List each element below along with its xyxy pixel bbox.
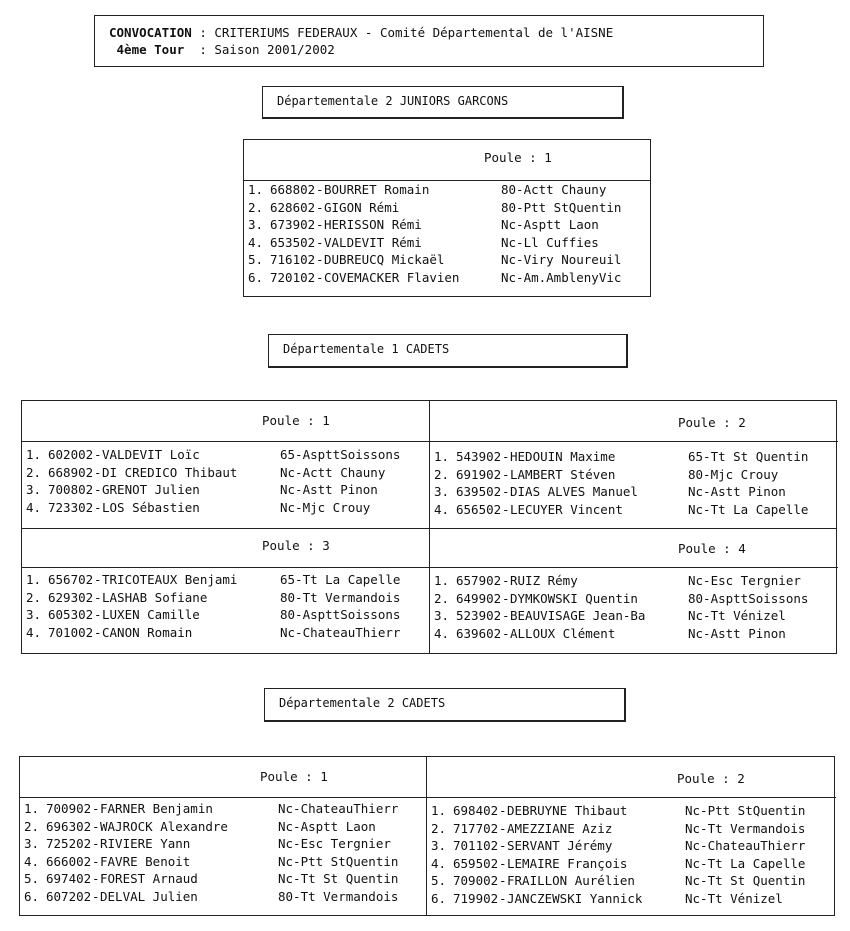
player-club: Nc-Esc Tergnier — [688, 573, 801, 588]
poule-label: Poule : 2 — [677, 771, 745, 786]
player-row — [430, 467, 838, 485]
player-rank: 1. — [248, 182, 264, 197]
poule-header — [20, 757, 426, 798]
player-name: VALDEVIT Loïc — [102, 447, 200, 462]
poule-label: Poule : 4 — [678, 541, 746, 556]
poule-label: Poule : 2 — [678, 415, 746, 430]
player-name: COVEMACKER Flavien — [324, 269, 460, 285]
player-name: FRAILLON Aurélien — [507, 873, 635, 889]
player-club: Nc-Esc Tergnier — [278, 836, 391, 852]
poule-header — [22, 401, 429, 442]
player-license: 700902 — [46, 801, 92, 816]
poule-label: Poule : 3 — [262, 538, 330, 553]
player-rank: 6. — [24, 888, 40, 904]
player-rank: 4. — [248, 234, 264, 250]
poule-rows — [427, 803, 836, 909]
player-name: RUIZ Rémy — [510, 573, 578, 588]
player-license: 653502 — [270, 234, 316, 250]
player-license: 709002 — [453, 873, 499, 889]
player-license: 523902 — [456, 608, 502, 624]
player-club: Nc-Ptt StQuentin — [278, 853, 399, 869]
convocation-header — [94, 15, 764, 67]
player-club: Nc-Astt Pinon — [688, 625, 786, 641]
poule-cell-1 — [20, 757, 426, 917]
tour-label: 4ème Tour — [109, 42, 192, 57]
player-name: LOS Sébastien — [102, 499, 200, 515]
player-license: 673902 — [270, 217, 316, 233]
player-row — [22, 607, 429, 625]
player-rank: 2. — [248, 199, 264, 215]
player-rank: 1. — [26, 447, 42, 462]
player-license: 700802 — [48, 482, 94, 498]
player-name: WAJROCK Alexandre — [100, 818, 228, 834]
player-license: 698402 — [453, 803, 499, 818]
license-separator: - — [316, 217, 324, 233]
player-name: DUBREUCQ Mickaël — [324, 252, 445, 268]
player-row — [20, 801, 426, 819]
poule-rows — [20, 801, 426, 907]
player-name: VALDEVIT Rémi — [324, 234, 422, 250]
license-separator: - — [94, 464, 102, 480]
player-rank: 3. — [431, 838, 447, 854]
player-name: FAVRE Benoit — [100, 853, 191, 869]
player-rank: 3. — [26, 482, 42, 498]
player-rank: 4. — [26, 624, 42, 640]
player-license: 602002 — [48, 447, 94, 462]
player-license: 696302 — [46, 818, 92, 834]
player-club: 65-Tt La Capelle — [280, 572, 401, 587]
player-rank: 6. — [248, 269, 264, 285]
player-rank: 1. — [434, 449, 450, 464]
license-separator: - — [502, 573, 510, 588]
player-club: Nc-Asptt Laon — [278, 818, 376, 834]
player-license: 668902 — [48, 464, 94, 480]
license-separator: - — [94, 607, 102, 623]
player-rank: 1. — [434, 573, 450, 588]
player-rank: 6. — [431, 890, 447, 906]
license-separator: - — [316, 199, 324, 215]
player-name: CANON Romain — [102, 624, 193, 640]
player-rank: 2. — [434, 590, 450, 606]
player-rank: 5. — [24, 871, 40, 887]
license-separator: - — [499, 838, 507, 854]
player-club: Nc-Tt La Capelle — [685, 855, 806, 871]
player-rank: 4. — [431, 855, 447, 871]
player-name: SERVANT Jérémy — [507, 838, 613, 854]
player-row — [22, 447, 429, 465]
player-rank: 3. — [26, 607, 42, 623]
player-club: Nc-Am.AmblenyVic — [501, 269, 622, 285]
player-club: Nc-Tt Vénizel — [685, 890, 783, 906]
player-row — [244, 182, 650, 200]
player-rank: 4. — [434, 501, 450, 517]
poule-cell-2 — [430, 401, 838, 528]
license-separator: - — [92, 871, 100, 887]
player-license: 628602 — [270, 199, 316, 215]
player-rank: 4. — [26, 499, 42, 515]
player-license: 717702 — [453, 820, 499, 836]
season-text: : Saison 2001/2002 — [191, 42, 335, 57]
player-license: 716102 — [270, 252, 316, 268]
player-license: 697402 — [46, 871, 92, 887]
player-license: 656702 — [48, 572, 94, 587]
player-club: Nc-Tt St Quentin — [685, 873, 806, 889]
player-row — [22, 500, 429, 518]
section-title-d2-cadets: Départementale 2 CADETS — [264, 688, 626, 722]
player-club: Nc-ChateauThierr — [278, 801, 399, 816]
poule-header — [244, 140, 650, 181]
player-name: FOREST Arnaud — [100, 871, 198, 887]
player-club: 65-AspttSoissons — [280, 447, 401, 462]
player-row — [22, 482, 429, 500]
poule-label: Poule : 1 — [260, 769, 328, 784]
poule-header — [427, 757, 836, 798]
player-club: Nc-Tt Vénizel — [688, 608, 786, 624]
license-separator: - — [94, 572, 102, 587]
poule-table-d2-cadets — [19, 756, 835, 916]
player-name: DIAS ALVES Manuel — [510, 484, 638, 500]
player-name: BEAUVISAGE Jean-Ba — [510, 608, 646, 624]
player-club: 65-Tt St Quentin — [688, 449, 809, 464]
player-club: Nc-Mjc Crouy — [280, 499, 371, 515]
poule-cell-1 — [22, 401, 429, 528]
player-row — [427, 838, 836, 856]
player-club: Nc-Ll Cuffies — [501, 234, 599, 250]
player-row — [427, 856, 836, 874]
player-rank: 1. — [26, 572, 42, 587]
poule-rows — [22, 447, 429, 517]
player-license: 723302 — [48, 499, 94, 515]
player-license: 639502 — [456, 484, 502, 500]
license-separator: - — [502, 449, 510, 464]
license-separator: - — [94, 482, 102, 498]
player-row — [20, 819, 426, 837]
player-club: 80-AspttSoissons — [688, 590, 809, 606]
player-row — [430, 449, 838, 467]
player-rank: 2. — [26, 589, 42, 605]
player-rank: 2. — [26, 464, 42, 480]
player-row — [427, 821, 836, 839]
player-rank: 3. — [434, 484, 450, 500]
player-name: HERISSON Rémi — [324, 217, 422, 233]
player-club: Nc-Tt St Quentin — [278, 871, 399, 887]
player-row — [430, 608, 838, 626]
player-name: DI CREDICO Thibaut — [102, 464, 238, 480]
player-row — [20, 889, 426, 907]
player-name: FARNER Benjamin — [100, 801, 213, 816]
player-license: 605302 — [48, 607, 94, 623]
player-license: 657902 — [456, 573, 502, 588]
poule-table-d1-cadets — [21, 400, 837, 654]
poule-rows — [22, 572, 429, 642]
license-separator: - — [94, 589, 102, 605]
license-separator: - — [94, 447, 102, 462]
player-rank: 4. — [434, 625, 450, 641]
player-name: LASHAB Sofiane — [102, 589, 208, 605]
player-rank: 3. — [24, 836, 40, 852]
player-name: LAMBERT Stéven — [510, 466, 616, 482]
player-rank: 2. — [431, 820, 447, 836]
player-row — [20, 854, 426, 872]
license-separator: - — [94, 624, 102, 640]
player-rank: 2. — [24, 818, 40, 834]
player-name: DYMKOWSKI Quentin — [510, 590, 638, 606]
player-club: 80-Tt Vermandois — [280, 589, 401, 605]
license-separator: - — [316, 182, 324, 197]
license-separator: - — [499, 890, 507, 906]
poule-rows — [430, 449, 838, 519]
license-separator: - — [92, 818, 100, 834]
player-license: 543902 — [456, 449, 502, 464]
player-row — [430, 573, 838, 591]
player-license: 725202 — [46, 836, 92, 852]
license-separator: - — [502, 608, 510, 624]
player-name: GIGON Rémi — [324, 199, 400, 215]
player-club: 80-Actt Chauny — [501, 182, 607, 197]
player-row — [430, 626, 838, 644]
poule-header — [430, 401, 838, 442]
player-club: Nc-Asptt Laon — [501, 217, 599, 233]
header-line-2 — [109, 41, 763, 58]
player-row — [244, 217, 650, 235]
poule-header — [430, 529, 838, 568]
player-row — [20, 871, 426, 889]
player-club: Nc-ChateauThierr — [685, 838, 806, 854]
license-separator: - — [502, 466, 510, 482]
player-rank: 5. — [248, 252, 264, 268]
player-name: AMEZZIANE Aziz — [507, 820, 613, 836]
player-club: Nc-Astt Pinon — [688, 484, 786, 500]
player-row — [430, 591, 838, 609]
player-rank: 1. — [431, 803, 447, 818]
poule-header — [22, 529, 429, 568]
player-row — [427, 891, 836, 909]
license-separator: - — [499, 803, 507, 818]
player-name: RIVIERE Yann — [100, 836, 191, 852]
player-license: 720102 — [270, 269, 316, 285]
player-name: LEMAIRE François — [507, 855, 628, 871]
player-license: 719902 — [453, 890, 499, 906]
player-license: 656502 — [456, 501, 502, 517]
player-license: 691902 — [456, 466, 502, 482]
license-separator: - — [502, 590, 510, 606]
player-club: Nc-Actt Chauny — [280, 464, 386, 480]
player-row — [244, 235, 650, 253]
player-rank: 3. — [434, 608, 450, 624]
player-row — [22, 625, 429, 643]
license-separator: - — [316, 252, 324, 268]
section-title-d2-juniors: Départementale 2 JUNIORS GARCONS — [262, 86, 624, 119]
player-rank: 5. — [431, 873, 447, 889]
player-license: 629302 — [48, 589, 94, 605]
player-license: 639602 — [456, 625, 502, 641]
poule-label: Poule : 1 — [484, 150, 552, 165]
player-row — [427, 803, 836, 821]
license-separator: - — [499, 873, 507, 889]
player-row — [430, 484, 838, 502]
player-name: DELVAL Julien — [100, 888, 198, 904]
player-rank: 3. — [248, 217, 264, 233]
player-row — [244, 270, 650, 288]
license-separator: - — [92, 888, 100, 904]
license-separator: - — [316, 234, 324, 250]
section-title-d1-cadets: Départementale 1 CADETS — [268, 334, 628, 368]
poule-rows — [430, 573, 838, 643]
player-name: LECUYER Vincent — [510, 501, 623, 517]
player-club: Nc-Tt La Capelle — [688, 501, 809, 517]
player-name: HEDOUIN Maxime — [510, 449, 616, 464]
poule-cell-4 — [430, 529, 838, 655]
player-row — [244, 252, 650, 270]
poule-table-d2-juniors — [243, 139, 651, 297]
player-club: Nc-Tt Vermandois — [685, 820, 806, 836]
player-license: 666002 — [46, 853, 92, 869]
player-name: TRICOTEAUX Benjami — [102, 572, 238, 587]
license-separator: - — [499, 855, 507, 871]
player-license: 701002 — [48, 624, 94, 640]
poule-rows — [244, 182, 650, 288]
poule-cell-3 — [22, 529, 429, 655]
license-separator: - — [92, 801, 100, 816]
player-club: 80-AspttSoissons — [280, 607, 401, 623]
player-license: 607202 — [46, 888, 92, 904]
player-row — [430, 502, 838, 520]
player-name: BOURRET Romain — [324, 182, 430, 197]
player-name: JANCZEWSKI Yannick — [507, 890, 643, 906]
player-rank: 4. — [24, 853, 40, 869]
license-separator: - — [502, 501, 510, 517]
convocation-label: CONVOCATION — [109, 25, 192, 40]
player-name: GRENOT Julien — [102, 482, 200, 498]
convocation-text: : CRITERIUMS FEDERAUX - Comité Départemental de l'AISNE — [191, 25, 614, 40]
player-row — [22, 465, 429, 483]
player-rank: 2. — [434, 466, 450, 482]
player-rank: 1. — [24, 801, 40, 816]
player-license: 701102 — [453, 838, 499, 854]
player-license: 659502 — [453, 855, 499, 871]
license-separator: - — [92, 836, 100, 852]
license-separator: - — [499, 820, 507, 836]
player-club: 80-Mjc Crouy — [688, 466, 779, 482]
license-separator: - — [502, 484, 510, 500]
player-club: 80-Tt Vermandois — [278, 888, 399, 904]
poule-cell-2 — [427, 757, 836, 917]
player-name: ALLOUX Clément — [510, 625, 616, 641]
player-row — [427, 873, 836, 891]
player-club: Nc-Ptt StQuentin — [685, 803, 806, 818]
player-club: Nc-Viry Noureuil — [501, 252, 622, 268]
player-row — [22, 572, 429, 590]
player-club: Nc-ChateauThierr — [280, 624, 401, 640]
player-name: LUXEN Camille — [102, 607, 200, 623]
player-name: DEBRUYNE Thibaut — [507, 803, 628, 818]
player-club: 80-Ptt StQuentin — [501, 199, 622, 215]
poule-label: Poule : 1 — [262, 413, 330, 428]
license-separator: - — [92, 853, 100, 869]
player-club: Nc-Astt Pinon — [280, 482, 378, 498]
player-license: 668802 — [270, 182, 316, 197]
player-license: 649902 — [456, 590, 502, 606]
header-line-1 — [109, 24, 763, 41]
license-separator: - — [94, 499, 102, 515]
player-row — [20, 836, 426, 854]
player-row — [244, 200, 650, 218]
player-row — [22, 590, 429, 608]
license-separator: - — [502, 625, 510, 641]
license-separator: - — [316, 269, 324, 285]
